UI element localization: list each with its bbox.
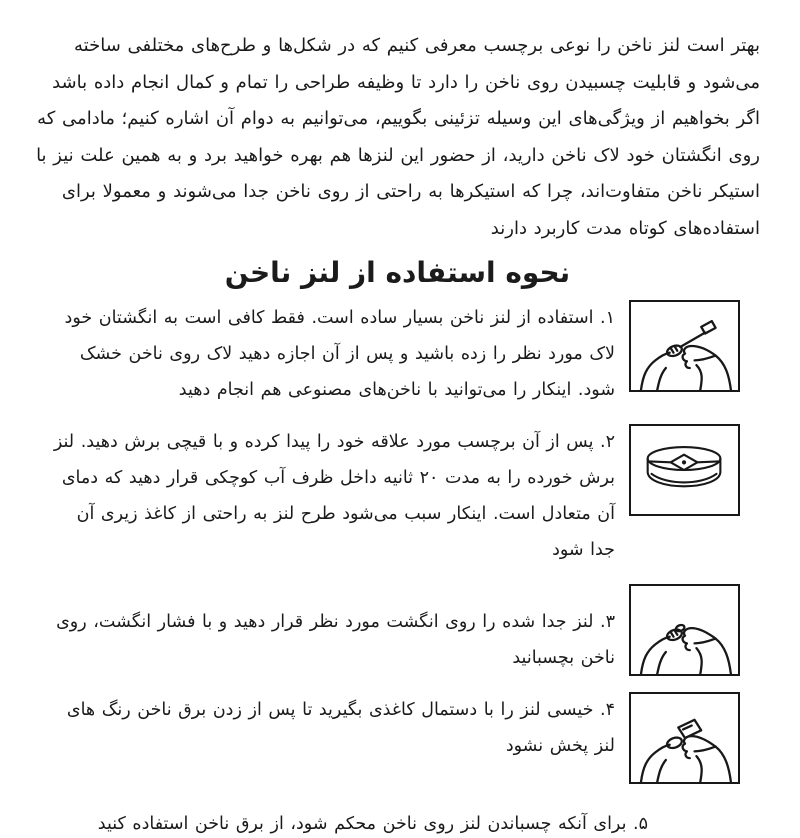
step-1: [50, 300, 740, 408]
intro-paragraphs: [35, 28, 760, 247]
step-3-text: ۳. لنز جدا شده را روی انگشت مورد نظر قرار دهید و با فشار انگشت، روی ناخن بچسبانید: [56, 612, 615, 668]
step-2-text: ۲. پس از آن برچسب مورد علاقه خود را پیدا کرده و با قیچی برش دهید. لنز برش خورده را به مدت ۲۰ ثانیه داخل ظرف آب کوچکی قرار دهید که دمای آن متعادل است. اینکار سبب می‌شود طرح لنز به راحتی از کاغذ زیری آن جدا شود: [53, 432, 615, 560]
hands-pressing-lens-on-nail-icon: [631, 586, 738, 674]
step-4: [50, 692, 740, 784]
step-4-text: ۴. خیسی لنز را با دستمال کاغذی بگیرید تا پس از زدن برق ناخن رنگ های لنز پخش نشود: [66, 700, 615, 756]
step-5: [50, 810, 740, 838]
step-3: [50, 584, 740, 676]
step-3-figure: [629, 584, 740, 676]
page-title: نحوه استفاده از لنز ناخن: [224, 256, 571, 289]
steps-list: [35, 296, 760, 838]
lens-in-water-dish-icon: [631, 426, 738, 514]
hands-drying-nail-with-tissue-icon: [631, 694, 738, 782]
step-4-figure: [629, 692, 740, 784]
step-5-text: ۵. برای آنکه چسباندن لنز روی ناخن محکم شود، از برق ناخن استفاده کنید: [97, 814, 648, 834]
step-2: [50, 424, 740, 568]
step-1-figure: [629, 300, 740, 392]
hands-applying-nail-polish-icon: [631, 302, 738, 390]
step-1-text: ۱. استفاده از لنز ناخن بسیار ساده است. فقط کافی است به انگشتان خود لاک مورد نظر را زده باشید و پس از آن اجازه دهید لاک روی ناخن خشک شود. اینکار را می‌توانید با ناخن‌های مصنوعی هم انجام دهید: [64, 308, 615, 400]
intro-paragraph-1: بهتر است لنز ناخن را نوعی برچسب معرفی کنیم که در شکل‌ها و طرح‌های مختلفی ساخته می‌شود و قابلیت چسبیدن روی ناخن را دارد تا وظیفه طراحی را تمام و کمال انجام داده باشد: [52, 35, 760, 93]
intro-paragraph-2: اگر بخواهیم از ویژگی‌های این وسیله تزئینی بگوییم، می‌توانیم به دوام آن اشاره کنیم؛ مادامی که روی انگشتان خود لاک ناخن دارید، از حضور این لنزها هم بهره خواهید برد و به همین علت نیز با استیکر ناخن متفاوت‌اند، چرا که استیکرها به راحتی از روی ناخن جدا می‌شوند و معمولا برای استفاده‌های کوتاه مدت کاربرد دارند: [36, 108, 760, 239]
step-2-figure: [629, 424, 740, 516]
